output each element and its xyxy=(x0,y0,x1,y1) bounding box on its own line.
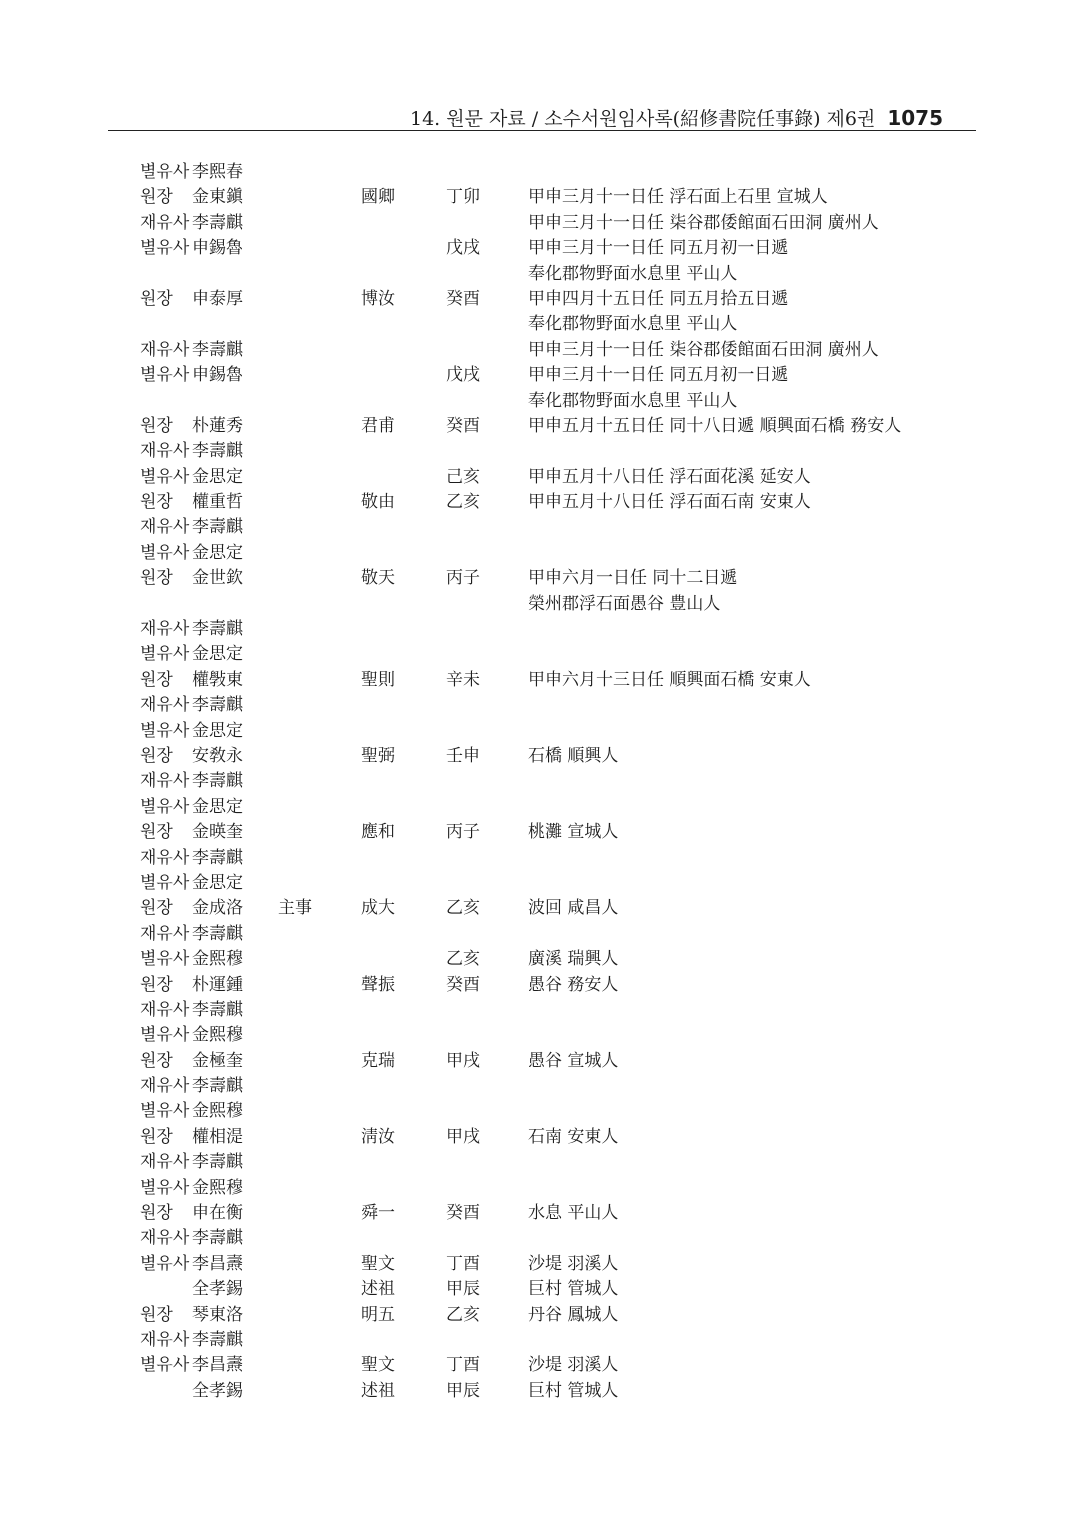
record-row xyxy=(0,973,1075,998)
note-cell: 波回 咸昌人 xyxy=(528,898,619,919)
record-row xyxy=(0,1303,1075,1328)
birth-year-cell: 戊戌 xyxy=(446,238,480,259)
name-cell: 金暎奎 xyxy=(192,822,243,843)
name-cell: 朴運鍾 xyxy=(192,974,243,995)
header-rule xyxy=(108,130,976,131)
record-row xyxy=(0,236,1075,261)
record-row xyxy=(0,922,1075,947)
record-row xyxy=(0,287,1075,312)
name-cell: 李壽麒 xyxy=(192,771,243,792)
birth-year-cell: 丙子 xyxy=(446,822,480,843)
role-cell: 별유사 xyxy=(140,238,190,259)
role-cell: 별유사 xyxy=(140,872,190,893)
note-cell: 沙堤 羽溪人 xyxy=(528,1253,619,1274)
name-cell: 琴東洛 xyxy=(192,1304,243,1325)
record-row xyxy=(0,846,1075,871)
title-cell: 主事 xyxy=(278,898,312,919)
record-row xyxy=(0,1252,1075,1277)
name-cell: 李壽麒 xyxy=(192,847,243,868)
name-cell: 權斅東 xyxy=(192,669,243,690)
record-row xyxy=(0,668,1075,693)
birth-year-cell: 辛未 xyxy=(446,669,480,690)
record-row xyxy=(0,490,1075,515)
courtesy-name-cell: 明五 xyxy=(361,1304,395,1325)
courtesy-name-cell: 述祖 xyxy=(361,1279,395,1300)
name-cell: 李壽麒 xyxy=(192,695,243,716)
courtesy-name-cell: 淸汝 xyxy=(361,1126,395,1147)
name-cell: 李昌燾 xyxy=(192,1355,243,1376)
name-cell: 金思定 xyxy=(192,542,243,563)
role-cell: 원장 xyxy=(140,187,173,208)
note-cell: 甲申四月十五日任 同五月拾五日遞 xyxy=(528,288,789,309)
note-cell: 甲申六月一日任 同十二日遞 xyxy=(528,568,738,589)
record-row xyxy=(0,541,1075,566)
courtesy-name-cell: 國卿 xyxy=(361,187,395,208)
name-cell: 李昌燾 xyxy=(192,1253,243,1274)
note-cell: 甲申三月十一日任 同五月初一日遞 xyxy=(528,365,789,386)
courtesy-name-cell: 成大 xyxy=(361,898,395,919)
birth-year-cell: 甲辰 xyxy=(446,1279,480,1300)
birth-year-cell: 丁酉 xyxy=(446,1355,480,1376)
note-cell: 廣溪 瑞興人 xyxy=(528,949,619,970)
role-cell: 원장 xyxy=(140,492,173,513)
record-row xyxy=(0,312,1075,337)
record-row xyxy=(0,744,1075,769)
role-cell: 재유사 xyxy=(140,695,190,716)
name-cell: 權相湜 xyxy=(192,1126,243,1147)
courtesy-name-cell: 聖則 xyxy=(361,669,395,690)
role-cell: 재유사 xyxy=(140,1076,190,1097)
name-cell: 申泰厚 xyxy=(192,288,243,309)
role-cell: 재유사 xyxy=(140,517,190,538)
role-cell: 원장 xyxy=(140,669,173,690)
birth-year-cell: 甲辰 xyxy=(446,1380,480,1401)
birth-year-cell: 癸酉 xyxy=(446,1203,480,1224)
role-cell: 별유사 xyxy=(140,1025,190,1046)
birth-year-cell: 癸酉 xyxy=(446,974,480,995)
name-cell: 李壽麒 xyxy=(192,1076,243,1097)
record-row xyxy=(0,1226,1075,1251)
name-cell: 申在衡 xyxy=(192,1203,243,1224)
courtesy-name-cell: 述祖 xyxy=(361,1380,395,1401)
birth-year-cell: 丁酉 xyxy=(446,1253,480,1274)
record-row xyxy=(0,566,1075,591)
note-cell: 甲申五月十八日任 浮石面石南 安東人 xyxy=(528,492,811,513)
running-header xyxy=(410,104,943,131)
note-cell: 甲申三月十一日任 浮石面上石里 宣城人 xyxy=(528,187,828,208)
birth-year-cell: 癸酉 xyxy=(446,288,480,309)
role-cell: 재유사 xyxy=(140,923,190,944)
record-row xyxy=(0,160,1075,185)
role-cell: 원장 xyxy=(140,1304,173,1325)
record-row xyxy=(0,1328,1075,1353)
courtesy-name-cell: 聖弼 xyxy=(361,745,395,766)
record-row xyxy=(0,262,1075,287)
record-row xyxy=(0,1277,1075,1302)
record-row xyxy=(0,1023,1075,1048)
record-row xyxy=(0,617,1075,642)
note-cell: 桃灘 宣城人 xyxy=(528,822,619,843)
name-cell: 金熙穆 xyxy=(192,1177,243,1198)
courtesy-name-cell: 君甫 xyxy=(361,415,395,436)
record-row xyxy=(0,1150,1075,1175)
name-cell: 朴蓮秀 xyxy=(192,415,243,436)
birth-year-cell: 乙亥 xyxy=(446,898,480,919)
record-row xyxy=(0,439,1075,464)
name-cell: 李壽麒 xyxy=(192,1228,243,1249)
role-cell: 원장 xyxy=(140,745,173,766)
name-cell: 李壽麒 xyxy=(192,923,243,944)
role-cell: 원장 xyxy=(140,898,173,919)
birth-year-cell: 乙亥 xyxy=(446,492,480,513)
record-row xyxy=(0,1176,1075,1201)
record-list xyxy=(0,160,1075,1404)
note-cell: 沙堤 羽溪人 xyxy=(528,1355,619,1376)
birth-year-cell: 己亥 xyxy=(446,466,480,487)
courtesy-name-cell: 博汝 xyxy=(361,288,395,309)
note-cell: 愚谷 宣城人 xyxy=(528,1050,619,1071)
record-row xyxy=(0,693,1075,718)
record-row xyxy=(0,1074,1075,1099)
role-cell: 원장 xyxy=(140,415,173,436)
note-cell: 奉化郡物野面水息里 平山人 xyxy=(528,263,738,284)
record-row xyxy=(0,185,1075,210)
note-cell: 甲申三月十一日任 柒谷郡倭館面石田洞 廣州人 xyxy=(528,339,879,360)
record-row xyxy=(0,211,1075,236)
note-cell: 巨村 管城人 xyxy=(528,1380,619,1401)
record-row xyxy=(0,465,1075,490)
birth-year-cell: 丙子 xyxy=(446,568,480,589)
name-cell: 申錫魯 xyxy=(192,365,243,386)
role-cell: 원장 xyxy=(140,974,173,995)
courtesy-name-cell: 舜一 xyxy=(361,1203,395,1224)
role-cell: 별유사 xyxy=(140,1101,190,1122)
birth-year-cell: 癸酉 xyxy=(446,415,480,436)
birth-year-cell: 丁卯 xyxy=(446,187,480,208)
role-cell: 원장 xyxy=(140,1203,173,1224)
role-cell: 재유사 xyxy=(140,212,190,233)
courtesy-name-cell: 敬天 xyxy=(361,568,395,589)
note-cell: 石南 安東人 xyxy=(528,1126,619,1147)
role-cell: 별유사 xyxy=(140,162,190,182)
note-cell: 丹谷 鳳城人 xyxy=(528,1304,619,1325)
record-row xyxy=(0,338,1075,363)
note-cell: 巨村 管城人 xyxy=(528,1279,619,1300)
name-cell: 李壽麒 xyxy=(192,441,243,462)
courtesy-name-cell: 克瑞 xyxy=(361,1050,395,1071)
record-row xyxy=(0,795,1075,820)
role-cell: 재유사 xyxy=(140,1152,190,1173)
record-row xyxy=(0,947,1075,972)
role-cell: 재유사 xyxy=(140,999,190,1020)
birth-year-cell: 甲戌 xyxy=(446,1126,480,1147)
role-cell: 별유사 xyxy=(140,1355,190,1376)
record-row xyxy=(0,389,1075,414)
role-cell: 별유사 xyxy=(140,949,190,970)
role-cell: 원장 xyxy=(140,822,173,843)
name-cell: 安敎永 xyxy=(192,745,243,766)
role-cell: 별유사 xyxy=(140,796,190,817)
name-cell: 李壽麒 xyxy=(192,619,243,640)
birth-year-cell: 甲戌 xyxy=(446,1050,480,1071)
name-cell: 金極奎 xyxy=(192,1050,243,1071)
record-row xyxy=(0,642,1075,667)
note-cell: 甲申三月十一日任 同五月初一日遞 xyxy=(528,238,789,259)
record-row xyxy=(0,769,1075,794)
courtesy-name-cell: 敬由 xyxy=(361,492,395,513)
record-row xyxy=(0,592,1075,617)
note-cell: 甲申六月十三日任 順興面石橋 安東人 xyxy=(528,669,811,690)
note-cell: 水息 平山人 xyxy=(528,1203,619,1224)
name-cell: 金世欽 xyxy=(192,568,243,589)
role-cell: 별유사 xyxy=(140,466,190,487)
name-cell: 金思定 xyxy=(192,720,243,741)
birth-year-cell: 乙亥 xyxy=(446,949,480,970)
note-cell: 奉化郡物野面水息里 平山人 xyxy=(528,314,738,335)
record-row xyxy=(0,515,1075,540)
role-cell: 재유사 xyxy=(140,339,190,360)
name-cell: 李壽麒 xyxy=(192,1152,243,1173)
record-row xyxy=(0,363,1075,388)
name-cell: 金熙穆 xyxy=(192,949,243,970)
name-cell: 李熙春 xyxy=(192,162,243,182)
note-cell: 甲申三月十一日任 柒谷郡倭館面石田洞 廣州人 xyxy=(528,212,879,233)
record-row xyxy=(0,1201,1075,1226)
name-cell: 金思定 xyxy=(192,644,243,665)
courtesy-name-cell: 應和 xyxy=(361,822,395,843)
role-cell: 별유사 xyxy=(140,365,190,386)
name-cell: 金熙穆 xyxy=(192,1025,243,1046)
name-cell: 金思定 xyxy=(192,796,243,817)
note-cell: 石橋 順興人 xyxy=(528,745,619,766)
name-cell: 金熙穆 xyxy=(192,1101,243,1122)
name-cell: 金東鎭 xyxy=(192,187,243,208)
name-cell: 申錫魯 xyxy=(192,238,243,259)
record-row xyxy=(0,1353,1075,1378)
name-cell: 李壽麒 xyxy=(192,517,243,538)
name-cell: 全孝錫 xyxy=(192,1279,243,1300)
note-cell: 甲申五月十五日任 同十八日遞 順興面石橋 務安人 xyxy=(528,415,902,436)
role-cell: 원장 xyxy=(140,568,173,589)
name-cell: 金成洛 xyxy=(192,898,243,919)
role-cell: 별유사 xyxy=(140,720,190,741)
role-cell: 재유사 xyxy=(140,441,190,462)
role-cell: 원장 xyxy=(140,1050,173,1071)
role-cell: 별유사 xyxy=(140,1177,190,1198)
name-cell: 李壽麒 xyxy=(192,339,243,360)
role-cell: 재유사 xyxy=(140,1228,190,1249)
note-cell: 榮州郡浮石面愚谷 豊山人 xyxy=(528,593,721,614)
name-cell: 全孝錫 xyxy=(192,1380,243,1401)
birth-year-cell: 壬申 xyxy=(446,745,480,766)
role-cell: 재유사 xyxy=(140,619,190,640)
courtesy-name-cell: 聖文 xyxy=(361,1355,395,1376)
role-cell: 재유사 xyxy=(140,1329,190,1350)
record-row xyxy=(0,871,1075,896)
role-cell: 별유사 xyxy=(140,644,190,665)
record-row xyxy=(0,1125,1075,1150)
record-row xyxy=(0,1049,1075,1074)
courtesy-name-cell: 聖文 xyxy=(361,1253,395,1274)
record-row xyxy=(0,1379,1075,1404)
record-row xyxy=(0,414,1075,439)
role-cell: 원장 xyxy=(140,1126,173,1147)
courtesy-name-cell: 聲振 xyxy=(361,974,395,995)
record-row xyxy=(0,1099,1075,1124)
birth-year-cell: 戊戌 xyxy=(446,365,480,386)
name-cell: 金思定 xyxy=(192,466,243,487)
page-number: 1075 xyxy=(887,106,944,130)
record-row xyxy=(0,998,1075,1023)
note-cell: 甲申五月十八日任 浮石面花溪 延安人 xyxy=(528,466,811,487)
role-cell: 재유사 xyxy=(140,771,190,792)
record-row xyxy=(0,719,1075,744)
role-cell: 별유사 xyxy=(140,1253,190,1274)
role-cell: 재유사 xyxy=(140,847,190,868)
role-cell: 원장 xyxy=(140,288,173,309)
name-cell: 權重哲 xyxy=(192,492,243,513)
header-title: 14. 원문 자료 / 소수서원임사록(紹修書院任事錄) 제6권 xyxy=(410,108,876,130)
note-cell: 奉化郡物野面水息里 平山人 xyxy=(528,390,738,411)
name-cell: 李壽麒 xyxy=(192,1329,243,1350)
birth-year-cell: 乙亥 xyxy=(446,1304,480,1325)
record-row xyxy=(0,820,1075,845)
note-cell: 愚谷 務安人 xyxy=(528,974,619,995)
role-cell: 별유사 xyxy=(140,542,190,563)
name-cell: 李壽麒 xyxy=(192,999,243,1020)
name-cell: 李壽麒 xyxy=(192,212,243,233)
record-row xyxy=(0,896,1075,921)
name-cell: 金思定 xyxy=(192,872,243,893)
